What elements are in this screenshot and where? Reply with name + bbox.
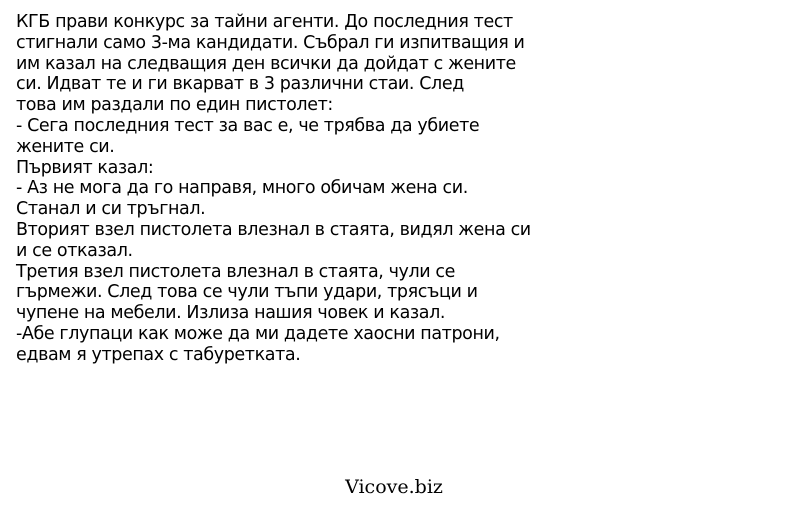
joke-line: Първият казал: xyxy=(16,157,154,178)
joke-line: -Абе глупаци как може да ми дадете хаосни патрони, xyxy=(16,323,500,344)
joke-line: Станал и си тръгнал. xyxy=(16,199,206,220)
joke-line: - Аз не мога да го направя, много обичам жена си. xyxy=(16,178,468,199)
site-watermark: Vicove.biz xyxy=(345,476,443,498)
joke-line: чупене на мебели. Излиза нашия човек и казал. xyxy=(16,303,446,324)
joke-line: жените си. xyxy=(16,136,115,157)
joke-line: това им раздали по един пистолет: xyxy=(16,95,333,116)
joke-line: им казал на следващия ден всички да дойдат с жените xyxy=(16,53,516,74)
joke-line: стигнали само 3-ма кандидати. Събрал ги изпитващия и xyxy=(16,32,525,53)
joke-line: Вторият взел пистолета влезнал в стаята, видял жена си xyxy=(16,219,531,240)
joke-line: гърмежи. След това се чули тъпи удари, трясъци и xyxy=(16,282,478,303)
joke-line: КГБ прави конкурс за тайни агенти. До последния тест xyxy=(16,12,513,32)
joke-line: Третия взел пистолета влезнал в стаята, чули се xyxy=(16,261,456,282)
joke-text xyxy=(16,12,786,366)
joke-line: си. Идват те и ги вкарват в 3 различни стаи. След xyxy=(16,74,464,95)
joke-line: едвам я утрепах с табуретката. xyxy=(16,344,301,365)
joke-line: - Сега последния тест за вас е, че трябва да убиете xyxy=(16,115,480,136)
joke-line: и се отказал. xyxy=(16,240,133,261)
